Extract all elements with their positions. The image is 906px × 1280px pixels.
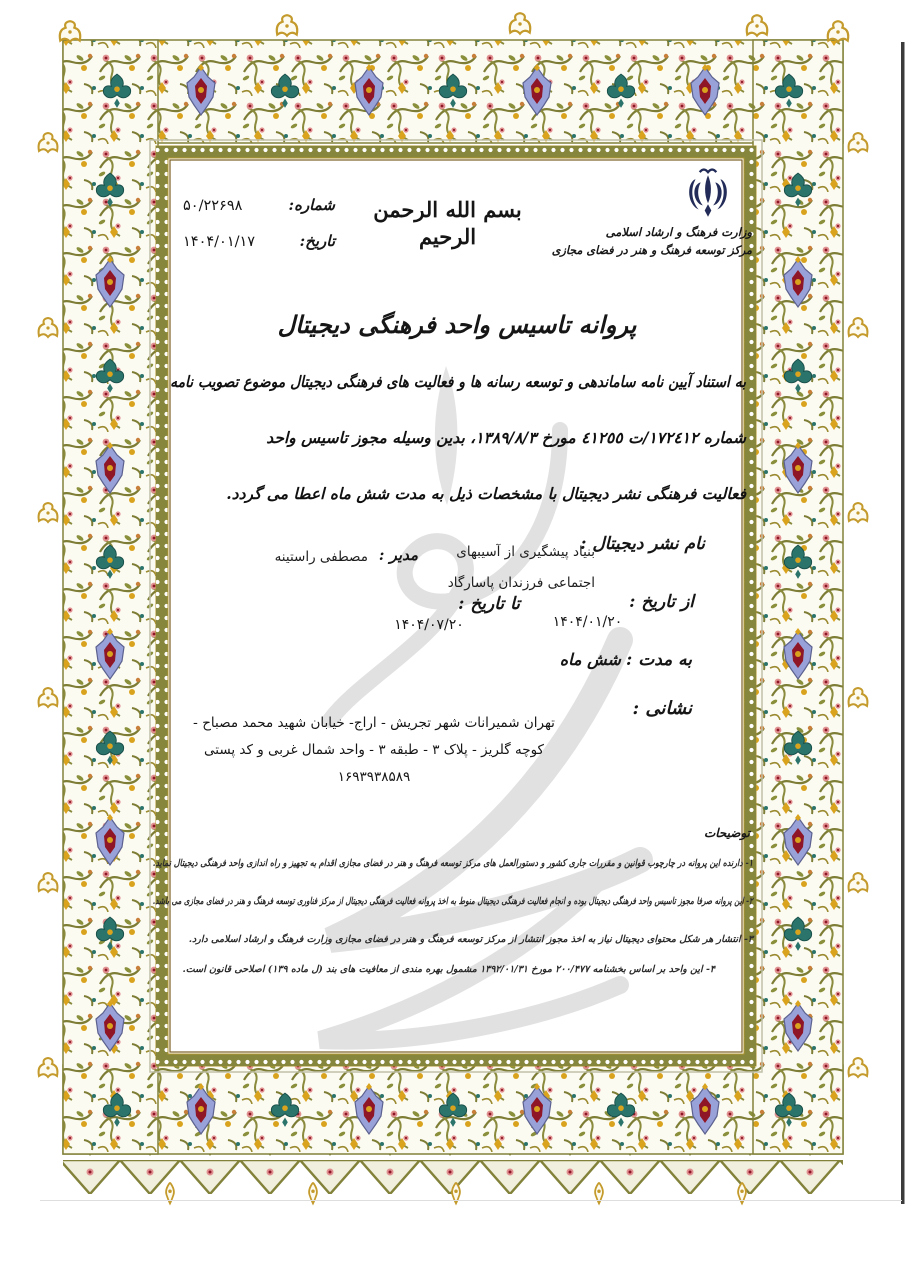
notes-header: توضیحات	[703, 826, 750, 840]
doc-number-value: ۵۰/۲۲۶۹۸	[183, 198, 243, 214]
from-date-label: از تاریخ :	[629, 592, 694, 612]
doc-number-row	[183, 196, 335, 214]
doc-number-label: شماره:	[288, 196, 335, 214]
duration-value: شش ماه	[559, 650, 621, 669]
body-line-3: فعالیت فرهنگی نشر دیجیتال با مشخصات ذیل به مدت شش ماه اعطا می گردد.	[226, 484, 746, 503]
doc-date-label: تاریخ:	[299, 232, 335, 250]
iran-emblem-icon	[686, 168, 730, 224]
body-line-1: به استناد آیین نامه ساماندهی و توسعه رسانه ها و فعالیت های فرهنگی دیجیتال موضوع تصویب نامه	[170, 372, 746, 391]
postal-code: ۱۶۹۳۹۳۸۵۸۹	[337, 769, 411, 785]
note-item-1: ۱- دارنده این پروانه در چارچوب قوانین و مقررات جاری کشور و دستورالعمل های مرکز توسعه فرهنگ و هنر در فضای مجازی اقدام به تجهیز و راه اندازی واحد فرهنگی دیجیتال نماید.	[152, 858, 753, 869]
publisher-label: نام نشر دیجیتال :	[580, 534, 705, 554]
ministry-line1: وزارت فرهنگ و ارشاد اسلامی	[605, 225, 752, 239]
from-date-value: ۱۴۰۴/۰۱/۲۰	[552, 614, 623, 630]
duration-label: به مدت :	[626, 650, 692, 670]
duration-row	[530, 650, 692, 670]
note-item-4: ۴- این واحد بر اساس بخشنامه ۲۰۰/۴۷۷ مورخ ۱۳۹۲/۰۱/۳۱ مشمول بهره مندی از معافیت های بند (ل ماده ۱۳۹) اصلاحی قانون است.	[182, 964, 715, 975]
address-line1: تهران شمیرانات شهر تجریش - اراج- خیابان شهید محمد مصباح -	[193, 715, 555, 731]
note-item-2: ۲- این پروانه صرفا مجوز تاسیس واحد فرهنگی دیجیتال بوده و انجام فعالیت فرهنگی دیجیتال منوط به اخذ پروانه فعالیت فرهنگی دیجیتال از مرکز فناوری توسعه فرهنگ و هنر در فضای مجازی می باشد.	[152, 896, 753, 907]
manager-label: مدیر :	[378, 546, 418, 564]
note-item-3: ۳- انتشار هر شکل محتوای دیجیتال نیاز به اخذ مجوز انتشار از مرکز توسعه فرهنگ و هنر در فضای مجازی وزارت فرهنگ و ارشاد اسلامی دارد.	[188, 934, 753, 945]
doc-date-value: ۱۴۰۴/۰۱/۱۷	[183, 234, 256, 250]
publisher-value	[405, 537, 595, 599]
ministry-line2: مرکز توسعه فرهنگ و هنر در فضای مجازی	[551, 242, 752, 257]
manager-value: مصطفی راستینه	[274, 549, 368, 565]
address-block	[190, 710, 558, 791]
address-label: نشانی :	[632, 698, 692, 719]
publisher-value-line2: اجتماعی فرزندان پاسارگاد	[447, 575, 595, 591]
doc-date-row	[183, 232, 335, 250]
address-line2: کوچه گلریز - پلاک ۳ - طبقه ۳ - واحد شمال غربی و کد پستی	[204, 742, 544, 758]
to-date-value: ۱۴۰۴/۰۷/۲۰	[394, 617, 464, 633]
to-date-label: تا تاریخ :	[458, 594, 520, 614]
ministry-letterhead	[552, 224, 752, 260]
bismillah-calligraphy: بسم الله الرحمن الرحیم	[373, 197, 522, 250]
body-line-2: شماره ۱۷۲٤۱۲/ت ٤۱۲٥٥ مورخ ۱۳۸۹/۸/۳، بدین وسیله مجوز تاسیس واحد	[266, 428, 746, 447]
publisher-value-line1: بنیاد پیشگیری از آسیبهای	[456, 544, 595, 560]
page-title: پروانه تاسیس واحد فرهنگی دیجیتال	[277, 310, 637, 339]
